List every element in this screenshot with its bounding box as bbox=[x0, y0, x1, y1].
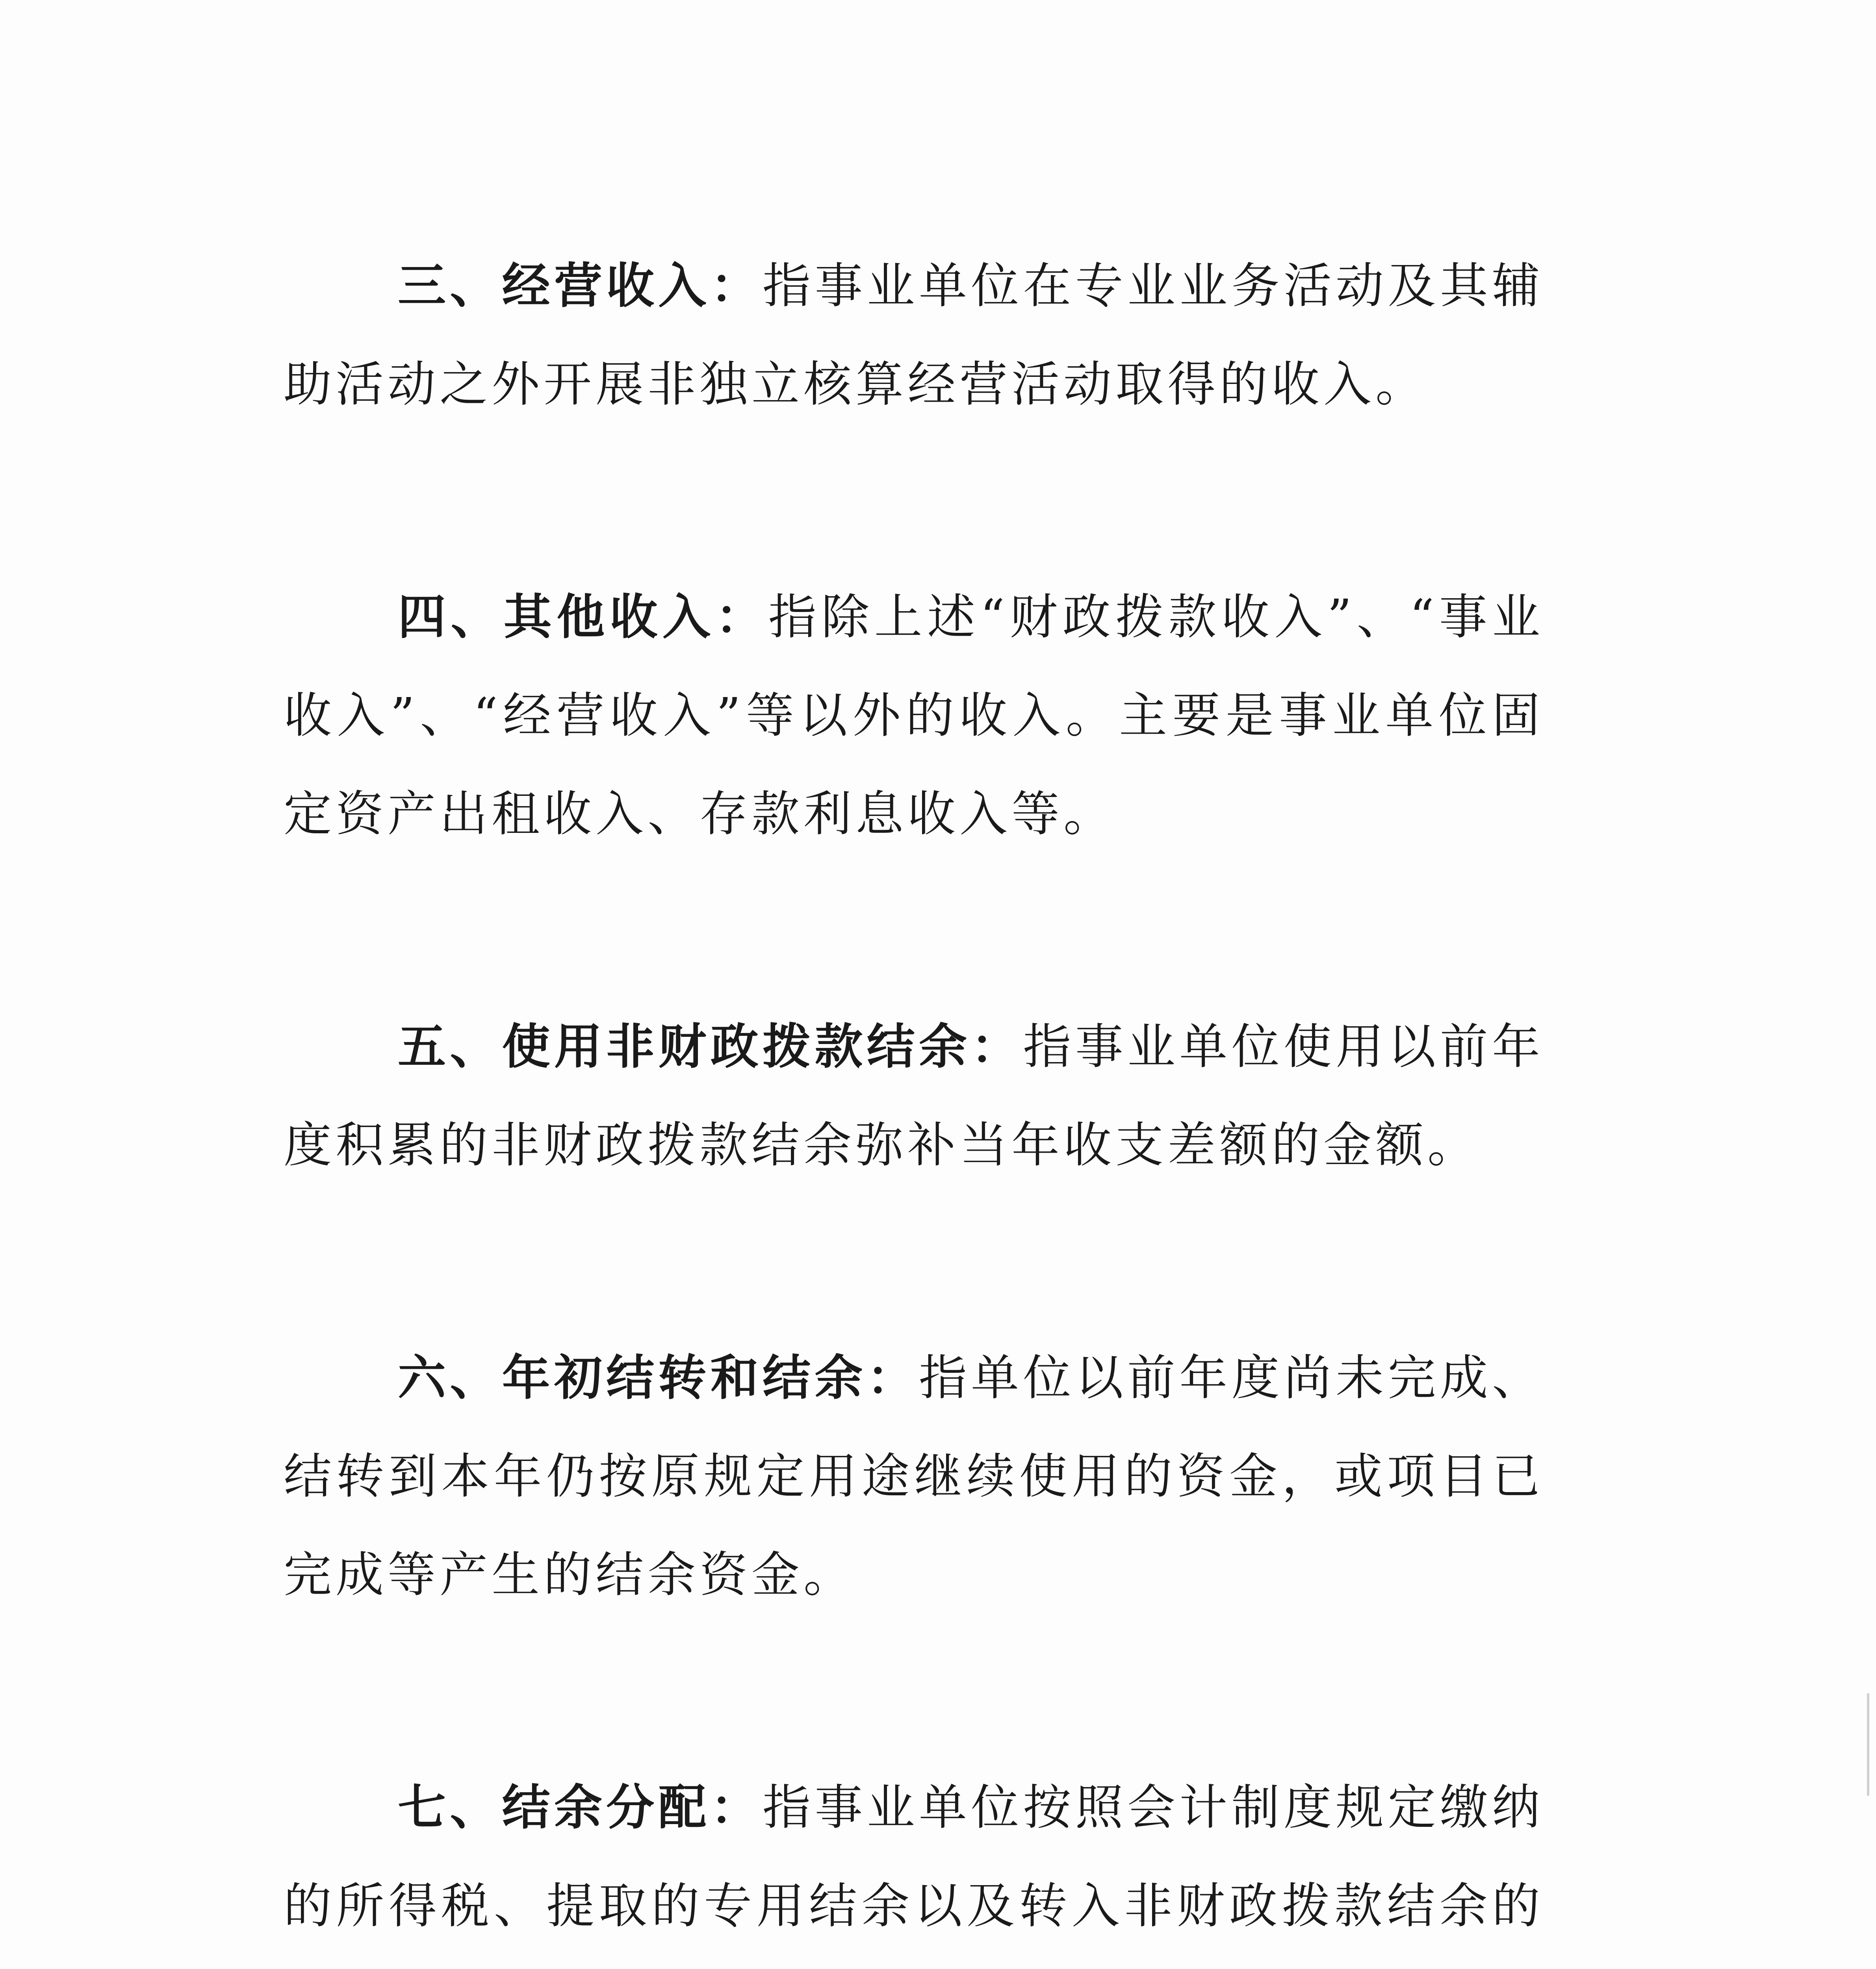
term-other-income: 四、其他收入： bbox=[398, 588, 768, 645]
paragraph-other-income bbox=[284, 567, 1544, 863]
definition-non-fiscal-surplus: 指事业单位使用以前年度积累的非财政拨款结余弥补当年收支差额的金额。 bbox=[284, 1019, 1544, 1173]
paragraph-opening-carryover bbox=[284, 1328, 1544, 1624]
document-body bbox=[284, 236, 1544, 1969]
term-opening-carryover: 六、年初结转和结余： bbox=[398, 1349, 919, 1406]
term-surplus-distribution: 七、结余分配： bbox=[398, 1779, 763, 1836]
paragraph-operating-income bbox=[284, 236, 1544, 434]
term-operating-income: 三、经营收入： bbox=[398, 257, 763, 314]
definition-opening-carryover: 指单位以前年度尚未完成、结转到本年仍按原规定用途继续使用的资金，或项目已完成等产生的结余资金。 bbox=[284, 1350, 1544, 1603]
paragraph-non-fiscal-surplus bbox=[284, 997, 1544, 1194]
term-non-fiscal-surplus: 五、使用非财政拨款结余： bbox=[398, 1018, 1023, 1075]
definition-other-income: 指除上述“财政拨款收入”、“事业收入”、“经营收入”等以外的收入。主要是事业单位固定资产出租收入、存款利息收入等。 bbox=[284, 589, 1544, 842]
definition-operating-income: 指事业单位在专业业务活动及其辅助活动之外开展非独立核算经营活动取得的收入。 bbox=[284, 258, 1544, 412]
paragraph-surplus-distribution bbox=[284, 1758, 1544, 1969]
definition-surplus-distribution: 指事业单位按照会计制度规定缴纳的所得税、提取的专用结余以及转入非财政拨款结余的 bbox=[284, 1780, 1544, 1934]
scan-edge-mark bbox=[1867, 1693, 1869, 1796]
